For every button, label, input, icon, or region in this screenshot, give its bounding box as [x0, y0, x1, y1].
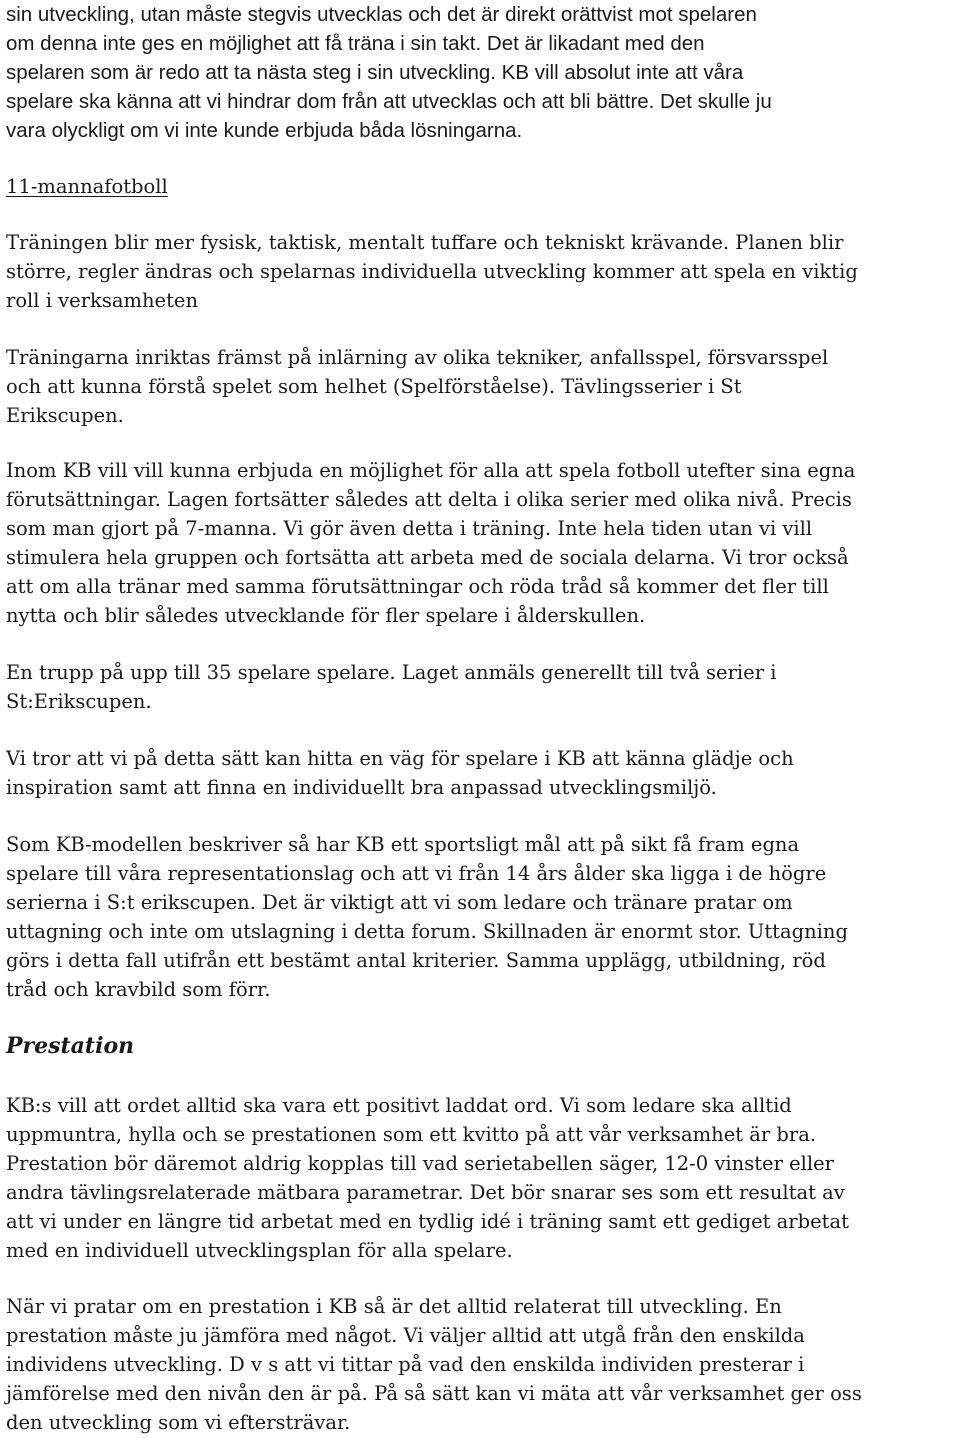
heading-block	[6, 1032, 956, 1061]
text-line: uttagning och inte om utslagning i detta forum. Skillnaden är enormt stor. Uttagning	[6, 920, 848, 943]
text-line: Träningen blir mer fysisk, taktisk, mentalt tuffare och tekniskt krävande. Planen blir	[6, 231, 844, 254]
text-line: serierna i S:t erikscupen. Det är viktigt att vi som ledare och tränare pratar om	[6, 891, 793, 914]
paragraph	[6, 228, 956, 315]
paragraph	[6, 658, 956, 716]
text-line: med en individuell utvecklingsplan för alla spelare.	[6, 1239, 513, 1262]
text-line: St:Erikscupen.	[6, 690, 152, 713]
section-heading: Prestation	[6, 1033, 135, 1059]
text-line: den utveckling som vi eftersträvar.	[6, 1411, 351, 1434]
text-line: stimulera hela gruppen och fortsätta att arbeta med de sociala delarna. Vi tror också	[6, 546, 849, 569]
text-line: roll i verksamheten	[6, 289, 199, 312]
text-line: sin utveckling, utan måste stegvis utvecklas och det är direkt orättvist mot spelaren	[6, 3, 757, 26]
text-line: spelaren som är redo att ta nästa steg i sin utveckling. KB vill absolut inte att våra	[6, 61, 744, 84]
text-line: Erikscupen.	[6, 404, 124, 427]
text-line: prestation måste ju jämföra med något. Vi väljer alltid att utgå från den enskilda	[6, 1324, 805, 1347]
intro-paragraph	[6, 0, 956, 145]
text-line: tråd och kravbild som förr.	[6, 978, 271, 1001]
paragraph	[6, 1292, 956, 1437]
text-line: Prestation bör däremot aldrig kopplas till vad serietabellen säger, 12-0 vinster eller	[6, 1152, 834, 1175]
text-line: större, regler ändras och spelarnas individuella utveckling kommer att spela en viktig	[6, 260, 858, 283]
text-line: KB:s vill att ordet alltid ska vara ett positivt laddat ord. Vi som ledare ska alltid	[6, 1094, 792, 1117]
text-line: vara olyckligt om vi inte kunde erbjuda båda lösningarna.	[6, 119, 523, 142]
text-line: När vi pratar om en prestation i KB så är det alltid relaterat till utveckling. En	[6, 1295, 782, 1318]
text-line: individens utveckling. D v s att vi tittar på vad den enskilda individen presterar i	[6, 1353, 805, 1376]
text-line: och att kunna förstå spelet som helhet (Spelförståelse). Tävlingsserier i St	[6, 375, 742, 398]
text-line: som man gjort på 7-manna. Vi gör även detta i träning. Inte hela tiden utan vi vill	[6, 517, 813, 540]
text-line: att om alla tränar med samma förutsättningar och röda tråd så kommer det fler till	[6, 575, 829, 598]
paragraph	[6, 1091, 956, 1265]
paragraph	[6, 456, 956, 630]
subheading-block	[6, 172, 956, 201]
text-line: jämförelse med den nivån den är på. På så sätt kan vi mäta att vår verksamhet ger oss	[6, 1382, 862, 1405]
text-line: inspiration samt att finna en individuellt bra anpassad utvecklingsmiljö.	[6, 776, 717, 799]
text-line: nytta och blir således utvecklande för fler spelare i ålderskullen.	[6, 604, 646, 627]
paragraph	[6, 343, 956, 430]
text-line: spelare ska känna att vi hindrar dom från att utvecklas och att bli bättre. Det skulle ju	[6, 90, 772, 113]
text-line: görs i detta fall utifrån ett bestämt antal kriterier. Samma upplägg, utbildning, röd	[6, 949, 826, 972]
text-line: Vi tror att vi på detta sätt kan hitta en väg för spelare i KB att känna glädje och	[6, 747, 794, 770]
paragraph	[6, 830, 956, 1004]
paragraph	[6, 744, 956, 802]
text-line: Som KB-modellen beskriver så har KB ett sportsligt mål att på sikt få fram egna	[6, 833, 800, 856]
text-line: Träningarna inriktas främst på inlärning av olika tekniker, anfallsspel, försvarsspel	[6, 346, 829, 369]
text-line: att vi under en längre tid arbetat med en tydlig idé i träning samt ett gediget arbetat	[6, 1210, 849, 1233]
text-line: spelare till våra representationslag och att vi från 14 års ålder ska ligga i de högre	[6, 862, 827, 885]
text-line: uppmuntra, hylla och se prestationen som ett kvitto på att vår verksamhet är bra.	[6, 1123, 817, 1146]
text-line: andra tävlingsrelaterade mätbara parametrar. Det bör snarar ses som ett resultat av	[6, 1181, 845, 1204]
text-line: Inom KB vill vill kunna erbjuda en möjlighet för alla att spela fotboll utefter sina egna	[6, 459, 856, 482]
subheading: 11-mannafotboll	[6, 175, 168, 198]
text-line: förutsättningar. Lagen fortsätter således att delta i olika serier med olika nivå. Precis	[6, 488, 852, 511]
text-line: om denna inte ges en möjlighet att få träna i sin takt. Det är likadant med den	[6, 32, 705, 55]
text-line: En trupp på upp till 35 spelare spelare. Laget anmäls generellt till två serier i	[6, 661, 777, 684]
